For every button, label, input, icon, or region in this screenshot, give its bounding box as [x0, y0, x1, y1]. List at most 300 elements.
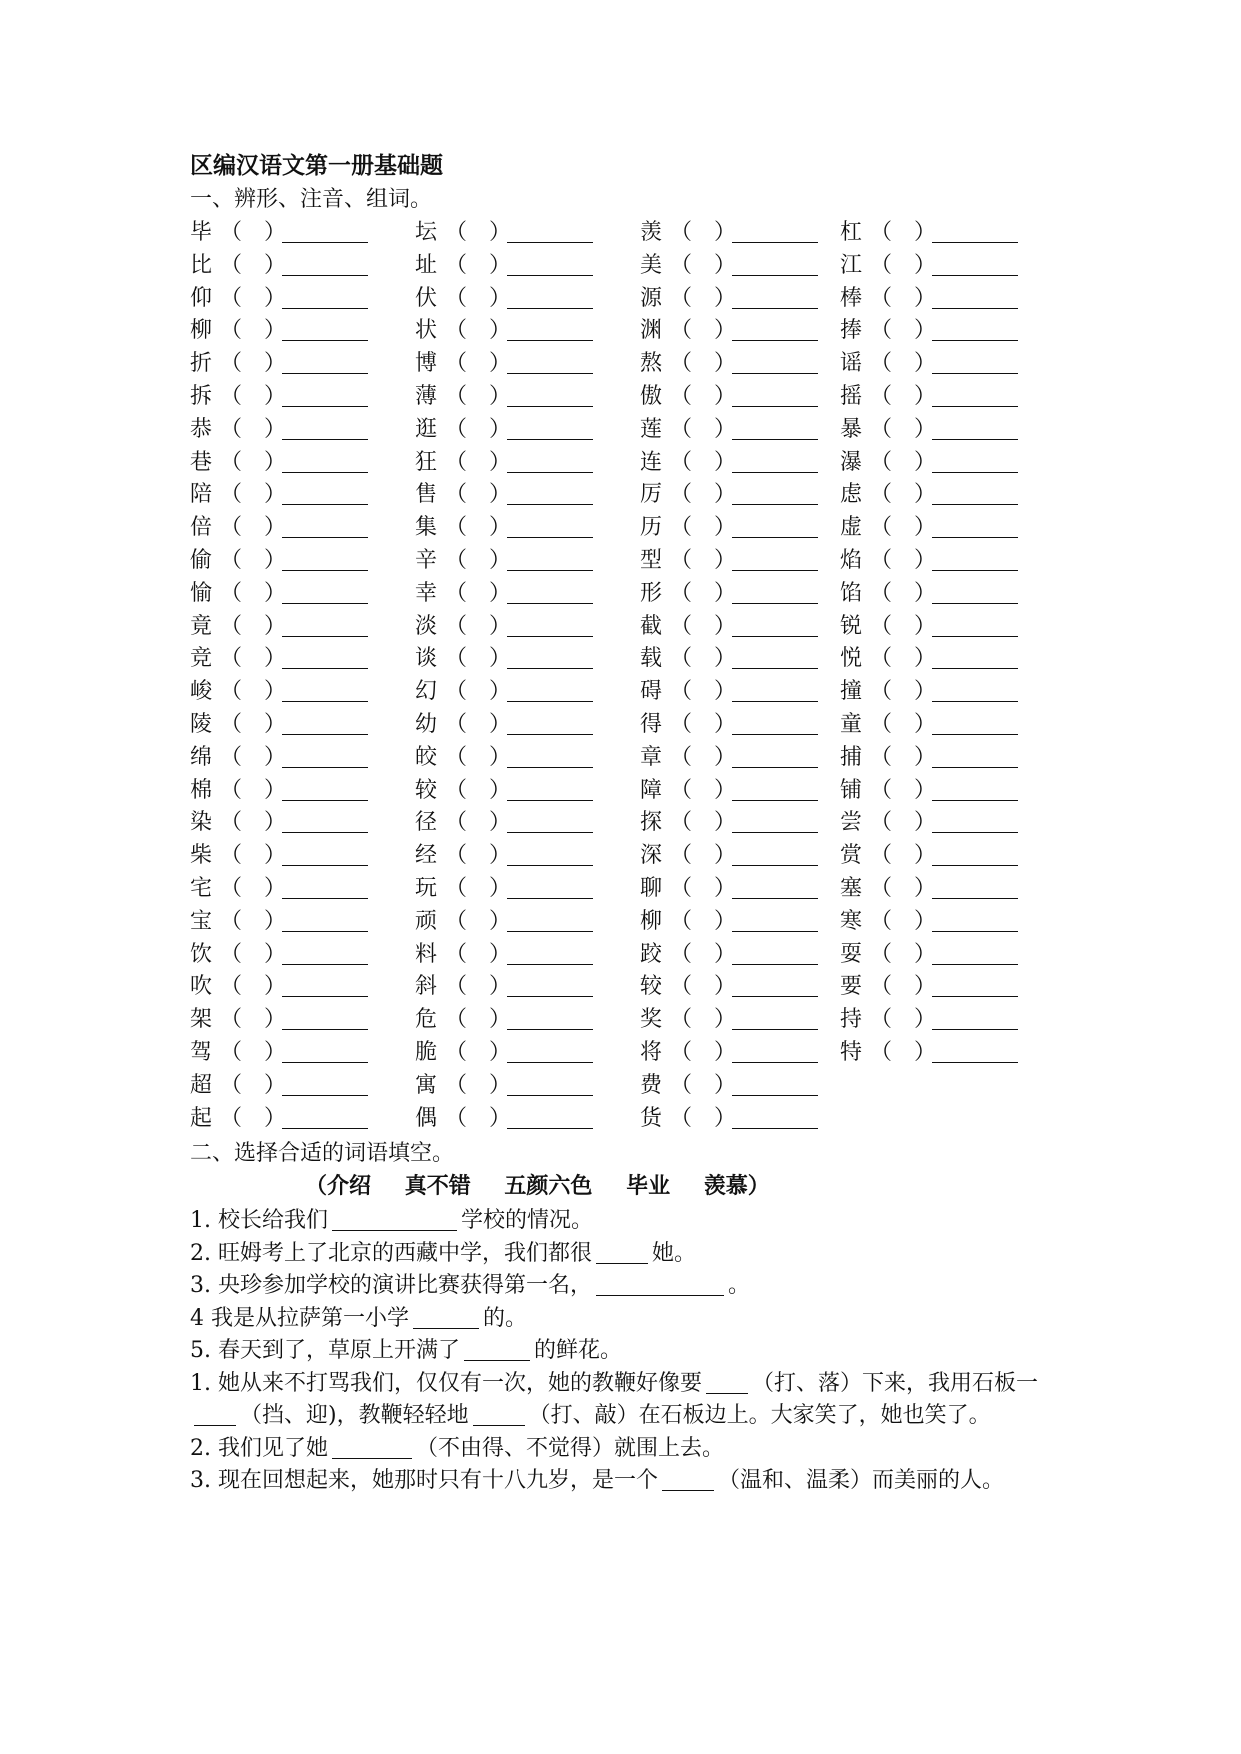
character-item: [190, 775, 368, 808]
word-blank[interactable]: [932, 679, 1018, 702]
character-item: [640, 611, 818, 644]
pinyin-blank[interactable]: （ ）: [670, 383, 737, 409]
pinyin-blank[interactable]: （ ）: [220, 416, 287, 442]
word-blank[interactable]: [732, 876, 818, 899]
character: 陪: [190, 482, 213, 508]
word-blank[interactable]: [932, 712, 1018, 735]
word-blank[interactable]: [932, 581, 1018, 604]
pinyin-blank[interactable]: （ ）: [870, 875, 937, 901]
word-blank[interactable]: [282, 1073, 368, 1096]
grid-row: [0, 283, 1241, 316]
word-blank[interactable]: [932, 843, 1018, 866]
word-blank[interactable]: [282, 1007, 368, 1030]
pinyin-blank[interactable]: （ ）: [670, 1039, 737, 1065]
answer-blank[interactable]: [413, 1306, 479, 1329]
word-blank[interactable]: [282, 843, 368, 866]
pinyin-blank[interactable]: （ ）: [220, 843, 287, 869]
pinyin-blank[interactable]: （ ）: [220, 1039, 287, 1065]
character: 杠: [840, 220, 863, 245]
pinyin-blank[interactable]: （ ）: [220, 252, 287, 278]
character-item: [190, 283, 368, 316]
answer-blank[interactable]: [706, 1371, 748, 1394]
word-blank[interactable]: [732, 1073, 818, 1096]
word-blank[interactable]: [507, 712, 593, 735]
character: 暴: [840, 416, 863, 442]
word-blank[interactable]: [732, 712, 818, 735]
word-blank[interactable]: [282, 974, 368, 997]
pinyin-blank[interactable]: （ ）: [670, 908, 737, 934]
word-blank[interactable]: [732, 974, 818, 997]
pinyin-blank[interactable]: （ ）: [220, 515, 287, 541]
pinyin-blank[interactable]: （ ）: [870, 613, 937, 639]
pinyin-blank[interactable]: （ ）: [670, 613, 737, 639]
character-item: [190, 1004, 368, 1037]
word-blank[interactable]: [732, 581, 818, 604]
character-item: [190, 1037, 368, 1070]
character-item: [640, 775, 818, 808]
pinyin-blank[interactable]: （ ）: [670, 646, 737, 672]
pinyin-blank[interactable]: （ ）: [220, 646, 287, 672]
pinyin-blank[interactable]: （ ）: [445, 1072, 512, 1098]
pinyin-blank[interactable]: （ ）: [870, 711, 937, 737]
word-blank[interactable]: [732, 351, 818, 374]
character-item: [640, 643, 818, 676]
word-blank[interactable]: [932, 646, 1018, 669]
answer-blank[interactable]: [662, 1468, 714, 1491]
character-item: [415, 545, 593, 578]
word-blank[interactable]: [732, 548, 818, 571]
pinyin-blank[interactable]: （ ）: [220, 613, 287, 639]
word-blank[interactable]: [507, 220, 593, 243]
character: 顽: [415, 908, 438, 934]
answer-blank[interactable]: [332, 1436, 412, 1459]
word-blank[interactable]: [282, 876, 368, 899]
character: 较: [640, 974, 663, 1000]
word-blank[interactable]: [732, 417, 818, 440]
pinyin-blank[interactable]: （ ）: [220, 285, 287, 311]
pinyin-blank[interactable]: （ ）: [670, 547, 737, 573]
word-blank[interactable]: [732, 778, 818, 801]
pinyin-blank[interactable]: （ ）: [870, 220, 937, 245]
character-item: [415, 512, 593, 545]
word-blank[interactable]: [282, 810, 368, 833]
pinyin-blank[interactable]: （ ）: [670, 810, 737, 836]
character-item: [640, 939, 818, 972]
pinyin-blank[interactable]: （ ）: [220, 744, 287, 770]
word-blank[interactable]: [932, 450, 1018, 473]
pinyin-blank[interactable]: （ ）: [445, 220, 512, 245]
character-item: [415, 643, 593, 676]
pinyin-blank[interactable]: （ ）: [670, 449, 737, 475]
word-blank[interactable]: [732, 843, 818, 866]
pinyin-blank[interactable]: （ ）: [220, 777, 287, 803]
word-blank[interactable]: [507, 417, 593, 440]
word-blank[interactable]: [732, 1106, 818, 1129]
character-item: [190, 873, 368, 906]
pinyin-blank[interactable]: （ ）: [220, 1007, 287, 1033]
character: 竟: [190, 613, 213, 639]
pinyin-blank[interactable]: （ ）: [870, 318, 937, 344]
pinyin-blank[interactable]: （ ）: [445, 515, 512, 541]
character: 染: [190, 810, 213, 836]
pinyin-blank[interactable]: （ ）: [445, 941, 512, 967]
word-blank[interactable]: [507, 646, 593, 669]
pinyin-blank[interactable]: （ ）: [870, 941, 937, 967]
pinyin-blank[interactable]: （ ）: [870, 580, 937, 606]
pinyin-blank[interactable]: （ ）: [670, 220, 737, 245]
pinyin-blank[interactable]: （ ）: [445, 777, 512, 803]
pinyin-blank[interactable]: （ ）: [870, 744, 937, 770]
pinyin-blank[interactable]: （ ）: [870, 547, 937, 573]
answer-blank[interactable]: [596, 1241, 648, 1264]
passage-question: [190, 1368, 1070, 1433]
word-blank[interactable]: [507, 253, 593, 276]
character: 愉: [190, 580, 213, 606]
character: 历: [640, 515, 663, 541]
word-blank[interactable]: [732, 515, 818, 538]
word-blank[interactable]: [932, 482, 1018, 505]
word-blank[interactable]: [732, 745, 818, 768]
word-blank[interactable]: [507, 614, 593, 637]
word-blank[interactable]: [732, 253, 818, 276]
character-item: [640, 348, 818, 381]
character: 形: [640, 580, 663, 606]
pinyin-blank[interactable]: （ ）: [870, 515, 937, 541]
word-blank[interactable]: [932, 253, 1018, 276]
pinyin-blank[interactable]: （ ）: [220, 1072, 287, 1098]
character: 巷: [190, 449, 213, 475]
pinyin-blank[interactable]: （ ）: [670, 416, 737, 442]
character-item: [190, 250, 368, 283]
character-item: [640, 250, 818, 283]
word-blank[interactable]: [932, 548, 1018, 571]
grid-row: [0, 643, 1241, 676]
pinyin-blank[interactable]: （ ）: [870, 416, 937, 442]
word-blank[interactable]: [282, 712, 368, 735]
pinyin-blank[interactable]: （ ）: [220, 220, 287, 245]
question-text: 的。: [483, 1305, 528, 1331]
pinyin-blank[interactable]: （ ）: [670, 679, 737, 705]
character-item: [840, 709, 1018, 742]
character: 拆: [190, 383, 213, 409]
word-blank[interactable]: [507, 909, 593, 932]
word-blank[interactable]: [732, 286, 818, 309]
pinyin-blank[interactable]: （ ）: [445, 285, 512, 311]
word-blank[interactable]: [507, 548, 593, 571]
grid-row: [0, 315, 1241, 348]
word-blank[interactable]: [507, 974, 593, 997]
pinyin-blank[interactable]: （ ）: [220, 679, 287, 705]
character: 逛: [415, 416, 438, 442]
word-blank[interactable]: [282, 286, 368, 309]
pinyin-blank[interactable]: （ ）: [220, 974, 287, 1000]
word-blank[interactable]: [282, 909, 368, 932]
word-blank[interactable]: [732, 810, 818, 833]
word-blank[interactable]: [507, 1007, 593, 1030]
grid-row: [0, 971, 1241, 1004]
pinyin-blank[interactable]: （ ）: [445, 679, 512, 705]
word-blank[interactable]: [507, 810, 593, 833]
character-item: [640, 676, 818, 709]
grid-row: [0, 840, 1241, 873]
word-blank[interactable]: [507, 482, 593, 505]
word-blank[interactable]: [282, 646, 368, 669]
pinyin-blank[interactable]: （ ）: [670, 744, 737, 770]
pinyin-blank[interactable]: （ ）: [870, 908, 937, 934]
word-blank[interactable]: [732, 1040, 818, 1063]
pinyin-blank[interactable]: （ ）: [445, 744, 512, 770]
pinyin-blank[interactable]: （ ）: [870, 646, 937, 672]
word-blank[interactable]: [932, 778, 1018, 801]
grid-row: [0, 479, 1241, 512]
pinyin-blank[interactable]: （ ）: [445, 1039, 512, 1065]
pinyin-blank[interactable]: （ ）: [445, 416, 512, 442]
word-blank[interactable]: [932, 876, 1018, 899]
word-blank[interactable]: [932, 614, 1018, 637]
pinyin-blank[interactable]: （ ）: [870, 285, 937, 311]
character: 得: [640, 711, 663, 737]
character: 厉: [640, 482, 663, 508]
pinyin-blank[interactable]: （ ）: [220, 482, 287, 508]
word-blank[interactable]: [932, 1040, 1018, 1063]
character-item: [415, 283, 593, 316]
word-blank[interactable]: [732, 318, 818, 341]
pinyin-blank[interactable]: （ ）: [445, 875, 512, 901]
character: 深: [640, 843, 663, 869]
pinyin-blank[interactable]: （ ）: [670, 580, 737, 606]
pinyin-blank[interactable]: （ ）: [445, 318, 512, 344]
word-blank[interactable]: [732, 679, 818, 702]
word-blank[interactable]: [932, 745, 1018, 768]
word-blank[interactable]: [732, 909, 818, 932]
character: 幸: [415, 580, 438, 606]
answer-blank[interactable]: [332, 1208, 457, 1231]
pinyin-blank[interactable]: （ ）: [870, 974, 937, 1000]
word-blank[interactable]: [932, 351, 1018, 374]
word-blank[interactable]: [507, 581, 593, 604]
word-blank[interactable]: [932, 417, 1018, 440]
pinyin-blank[interactable]: （ ）: [670, 1072, 737, 1098]
word-blank[interactable]: [732, 614, 818, 637]
character-item: [415, 479, 593, 512]
question-text: （温和、温柔）而美丽的人。: [718, 1468, 1005, 1493]
answer-blank[interactable]: [596, 1273, 724, 1296]
word-blank[interactable]: [932, 318, 1018, 341]
word-blank[interactable]: [282, 253, 368, 276]
character-item: [415, 1070, 593, 1103]
pinyin-blank[interactable]: （ ）: [445, 383, 512, 409]
word-blank[interactable]: [932, 974, 1018, 997]
pinyin-blank[interactable]: （ ）: [220, 351, 287, 377]
character: 奖: [640, 1007, 663, 1033]
pinyin-blank[interactable]: （ ）: [220, 318, 287, 344]
word-blank[interactable]: [507, 778, 593, 801]
question-text: 3. 央珍参加学校的演讲比赛获得第一名，: [190, 1273, 592, 1298]
pinyin-blank[interactable]: （ ）: [445, 547, 512, 573]
character-item: [640, 414, 818, 447]
word-blank[interactable]: [507, 942, 593, 965]
pinyin-blank[interactable]: （ ）: [220, 1105, 287, 1131]
pinyin-blank[interactable]: （ ）: [670, 252, 737, 278]
question: [190, 1335, 1070, 1368]
word-blank[interactable]: [282, 450, 368, 473]
grid-row: [0, 217, 1241, 250]
pinyin-blank[interactable]: （ ）: [445, 580, 512, 606]
word-blank[interactable]: [282, 614, 368, 637]
pinyin-blank[interactable]: （ ）: [870, 351, 937, 377]
character-item: [415, 742, 593, 775]
pinyin-blank[interactable]: （ ）: [445, 351, 512, 377]
pinyin-blank[interactable]: （ ）: [220, 941, 287, 967]
word-blank[interactable]: [932, 515, 1018, 538]
pinyin-blank[interactable]: （ ）: [445, 482, 512, 508]
pinyin-blank[interactable]: （ ）: [670, 351, 737, 377]
word-blank[interactable]: [507, 1040, 593, 1063]
word-blank[interactable]: [282, 351, 368, 374]
word-blank[interactable]: [282, 778, 368, 801]
pinyin-blank[interactable]: （ ）: [220, 711, 287, 737]
word-blank[interactable]: [507, 351, 593, 374]
pinyin-blank[interactable]: （ ）: [220, 875, 287, 901]
answer-blank[interactable]: [464, 1338, 530, 1361]
pinyin-blank[interactable]: （ ）: [670, 482, 737, 508]
word-blank[interactable]: [282, 745, 368, 768]
pinyin-blank[interactable]: （ ）: [870, 810, 937, 836]
word-blank[interactable]: [732, 450, 818, 473]
pinyin-blank[interactable]: （ ）: [670, 711, 737, 737]
pinyin-blank[interactable]: （ ）: [670, 285, 737, 311]
pinyin-blank[interactable]: （ ）: [220, 908, 287, 934]
character-item: [640, 742, 818, 775]
word-blank[interactable]: [282, 417, 368, 440]
word-blank[interactable]: [732, 220, 818, 243]
pinyin-blank[interactable]: （ ）: [870, 679, 937, 705]
word-blank[interactable]: [732, 1007, 818, 1030]
word-blank[interactable]: [932, 1007, 1018, 1030]
pinyin-blank[interactable]: （ ）: [220, 383, 287, 409]
word-blank[interactable]: [507, 286, 593, 309]
pinyin-blank[interactable]: （ ）: [670, 777, 737, 803]
character: 售: [415, 482, 438, 508]
pinyin-blank[interactable]: （ ）: [670, 318, 737, 344]
word-blank[interactable]: [932, 286, 1018, 309]
word-blank[interactable]: [282, 1106, 368, 1129]
character-item: [415, 840, 593, 873]
character-item: [840, 217, 1018, 250]
pinyin-blank[interactable]: （ ）: [670, 515, 737, 541]
word-blank[interactable]: [282, 679, 368, 702]
character: 瀑: [840, 449, 863, 475]
pinyin-blank[interactable]: （ ）: [445, 646, 512, 672]
word-blank[interactable]: [507, 1106, 593, 1129]
word-blank[interactable]: [282, 515, 368, 538]
character-item: [840, 775, 1018, 808]
pinyin-blank[interactable]: （ ）: [670, 974, 737, 1000]
grid-row: [0, 381, 1241, 414]
word-blank[interactable]: [282, 1040, 368, 1063]
pinyin-blank[interactable]: （ ）: [870, 482, 937, 508]
character-item: [840, 971, 1018, 1004]
word-blank[interactable]: [507, 1073, 593, 1096]
pinyin-blank[interactable]: （ ）: [870, 843, 937, 869]
pinyin-blank[interactable]: （ ）: [445, 1007, 512, 1033]
answer-blank[interactable]: [194, 1403, 236, 1426]
question-text: 她。: [652, 1240, 697, 1266]
word-blank[interactable]: [282, 581, 368, 604]
word-blank[interactable]: [507, 745, 593, 768]
word-blank[interactable]: [932, 384, 1018, 407]
pinyin-blank[interactable]: （ ）: [220, 580, 287, 606]
character-item: [190, 217, 368, 250]
word-blank[interactable]: [732, 384, 818, 407]
character-item: [840, 906, 1018, 939]
word-blank[interactable]: [507, 679, 593, 702]
character-item: [840, 1037, 1018, 1070]
word-blank[interactable]: [732, 482, 818, 505]
pinyin-blank[interactable]: （ ）: [670, 1007, 737, 1033]
pinyin-blank[interactable]: （ ）: [870, 1007, 937, 1033]
word-blank[interactable]: [932, 909, 1018, 932]
word-blank[interactable]: [507, 876, 593, 899]
word-blank[interactable]: [282, 384, 368, 407]
pinyin-blank[interactable]: （ ）: [670, 843, 737, 869]
pinyin-blank[interactable]: （ ）: [445, 613, 512, 639]
pinyin-blank[interactable]: （ ）: [670, 941, 737, 967]
word-blank[interactable]: [282, 942, 368, 965]
pinyin-blank[interactable]: （ ）: [870, 252, 937, 278]
pinyin-blank[interactable]: （ ）: [670, 875, 737, 901]
pinyin-blank[interactable]: （ ）: [445, 1105, 512, 1131]
pinyin-blank[interactable]: （ ）: [870, 777, 937, 803]
word-blank[interactable]: [507, 384, 593, 407]
character-item: [190, 676, 368, 709]
word-blank[interactable]: [282, 548, 368, 571]
word-blank[interactable]: [507, 318, 593, 341]
character-item: [840, 611, 1018, 644]
answer-blank[interactable]: [473, 1403, 525, 1426]
word-blank[interactable]: [932, 942, 1018, 965]
pinyin-blank[interactable]: （ ）: [670, 1105, 737, 1131]
word-blank[interactable]: [507, 515, 593, 538]
pinyin-blank[interactable]: （ ）: [870, 383, 937, 409]
pinyin-blank[interactable]: （ ）: [445, 449, 512, 475]
pinyin-blank[interactable]: （ ）: [445, 711, 512, 737]
pinyin-blank[interactable]: （ ）: [870, 1039, 937, 1065]
word-blank[interactable]: [507, 450, 593, 473]
character-item: [190, 545, 368, 578]
pinyin-blank[interactable]: （ ）: [445, 843, 512, 869]
character: 寒: [840, 908, 863, 934]
word-blank[interactable]: [282, 220, 368, 243]
word-option: 毕业: [626, 1173, 671, 1199]
pinyin-blank[interactable]: （ ）: [220, 449, 287, 475]
pinyin-blank[interactable]: （ ）: [220, 810, 287, 836]
question: [190, 1205, 1070, 1238]
pinyin-blank[interactable]: （ ）: [445, 252, 512, 278]
word-blank[interactable]: [282, 482, 368, 505]
word-blank[interactable]: [507, 843, 593, 866]
pinyin-blank[interactable]: （ ）: [445, 974, 512, 1000]
pinyin-blank[interactable]: （ ）: [220, 547, 287, 573]
word-blank[interactable]: [732, 646, 818, 669]
word-blank[interactable]: [282, 318, 368, 341]
word-blank[interactable]: [932, 220, 1018, 243]
pinyin-blank[interactable]: （ ）: [445, 810, 512, 836]
pinyin-blank[interactable]: （ ）: [445, 908, 512, 934]
pinyin-blank[interactable]: （ ）: [870, 449, 937, 475]
word-blank[interactable]: [732, 942, 818, 965]
word-blank[interactable]: [932, 810, 1018, 833]
